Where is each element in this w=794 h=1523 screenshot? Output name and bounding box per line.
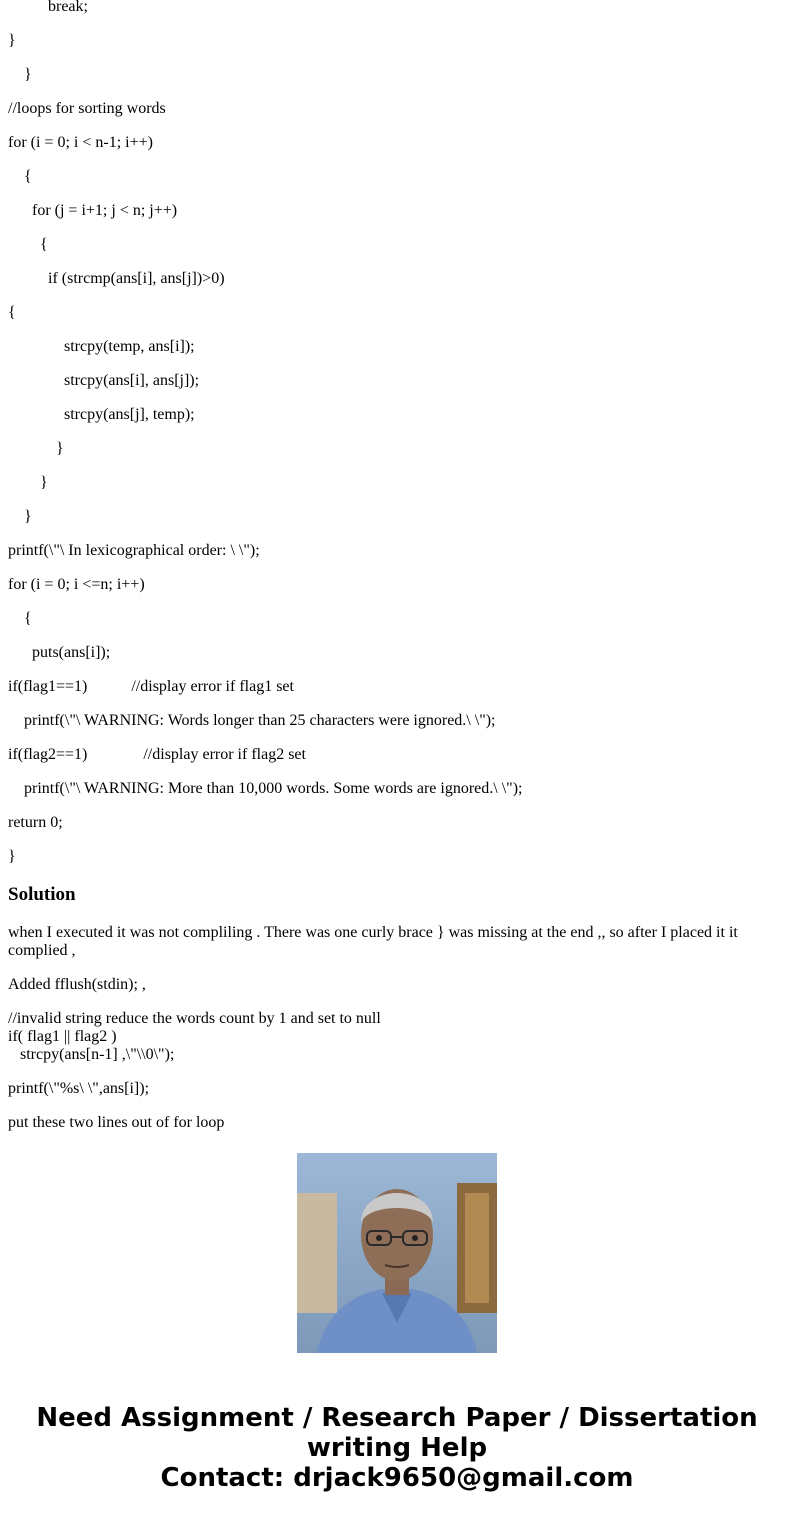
- code-line: break;: [48, 0, 88, 15]
- code-line: strcpy(ans[i], ans[j]);: [64, 372, 200, 389]
- author-avatar: [297, 1153, 497, 1353]
- code-line: printf(\"\ WARNING: More than 10,000 words. Some words are ignored.\ \");: [24, 780, 523, 797]
- solution-code-snippet: [8, 1010, 778, 1064]
- code-line: if (strcmp(ans[i], ans[j])>0): [48, 270, 225, 287]
- solution-paragraph-4: printf(\"%s\ \",ans[i]);: [8, 1080, 150, 1097]
- code-line: strcpy(temp, ans[i]);: [64, 338, 195, 355]
- code-line: }: [8, 32, 16, 49]
- code-line: //loops for sorting words: [8, 100, 166, 117]
- solution-heading: Solution: [8, 884, 76, 905]
- code-line: {: [40, 236, 48, 253]
- code-line: for (j = i+1; j < n; j++): [32, 202, 178, 219]
- code-line: printf(\"\ In lexicographical order: \ \");: [8, 542, 260, 559]
- footer-line-2: writing Help: [306, 1433, 488, 1463]
- footer-contact-line: Contact: drjack9650@gmail.com: [160, 1463, 634, 1493]
- code-line: }: [8, 848, 16, 865]
- snippet-line: //invalid string reduce the words count by 1 and set to null: [8, 1010, 381, 1027]
- code-line: }: [24, 66, 32, 83]
- solution-paragraph-1: when I executed it was not compliling . There was one curly brace } was missing at the end ,, so after I placed it it complied ,: [8, 924, 738, 959]
- contact-footer: [0, 1403, 794, 1493]
- code-line: }: [56, 440, 64, 457]
- snippet-line: strcpy(ans[n-1] ,\"\\0\");: [8, 1046, 175, 1063]
- code-line: {: [24, 168, 32, 185]
- code-line: if(flag2==1) //display error if flag2 set: [8, 746, 306, 763]
- snippet-line: if( flag1 || flag2 ): [8, 1028, 117, 1045]
- code-line: {: [8, 304, 16, 321]
- portrait-image: [297, 1153, 497, 1353]
- code-line: strcpy(ans[j], temp);: [64, 406, 195, 423]
- code-line: }: [40, 474, 48, 491]
- code-line: puts(ans[i]);: [32, 644, 111, 661]
- code-line: {: [24, 610, 32, 627]
- footer-line-1: Need Assignment / Research Paper / Dissertation: [36, 1403, 758, 1433]
- code-line: return 0;: [8, 814, 63, 831]
- code-line: printf(\"\ WARNING: Words longer than 25 characters were ignored.\ \");: [24, 712, 496, 729]
- code-line: for (i = 0; i <=n; i++): [8, 576, 145, 593]
- code-line: for (i = 0; i < n-1; i++): [8, 134, 153, 151]
- code-line: if(flag1==1) //display error if flag1 set: [8, 678, 294, 695]
- solution-paragraph-5: put these two lines out of for loop: [8, 1114, 225, 1131]
- code-line: }: [24, 508, 32, 525]
- solution-paragraph-2: Added fflush(stdin); ,: [8, 976, 146, 993]
